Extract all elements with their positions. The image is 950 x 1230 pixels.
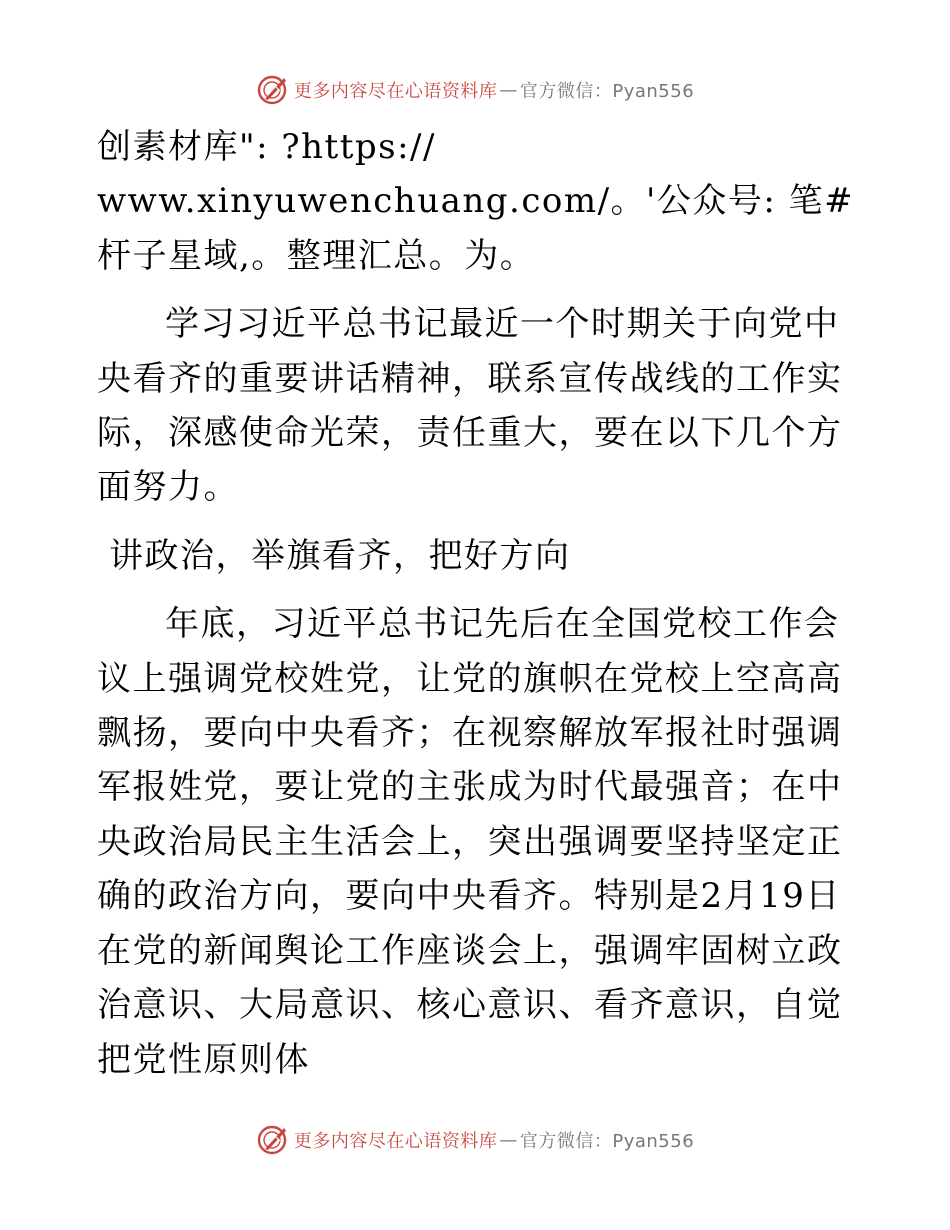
document-body bbox=[97, 120, 857, 1087]
watermark-separator: — bbox=[499, 1129, 518, 1151]
intro-text: 创素材库": ?https:// www.xinyuwenchuang.com/。'公众号: 笔#杆子星域,。整理汇总。为。 bbox=[97, 127, 855, 276]
body-paragraph-1: 学习习近平总书记最近一个时期关于向党中央看齐的重要讲话精神，联系宣传战线的工作实际，深感使命光荣，责任重大，要在以下几个方面努力。 bbox=[97, 304, 843, 508]
intro-paragraph bbox=[97, 120, 857, 283]
watermark-brand: 更多内容尽在心语资料库 bbox=[293, 81, 498, 102]
watermark-separator: — bbox=[499, 79, 518, 101]
section-heading: 讲政治，举旗看齐，把好方向 bbox=[109, 535, 571, 576]
header-watermark bbox=[0, 72, 950, 108]
watermark-brand: 更多内容尽在心语资料库 bbox=[293, 1131, 498, 1152]
footer-watermark bbox=[0, 1122, 950, 1158]
quill-seal-icon bbox=[256, 73, 290, 107]
quill-seal-icon bbox=[256, 1123, 290, 1157]
watermark-wechat: 官方微信：Pyan556 bbox=[519, 81, 695, 102]
watermark-wechat: 官方微信：Pyan556 bbox=[519, 1131, 695, 1152]
body-paragraph-2: 年底，习近平总书记先后在全国党校工作会议上强调党校姓党，让党的旗帜在党校上空高高飘扬，要向中央看齐；在视察解放军报社时强调军报姓党，要让党的主张成为时代最强音；在中央政治局民主生活会上，突出强调要坚持坚定正确的政治方向，要向中央看齐。特别是2月19日在党的新闻舆论工作座谈会上，强调牢固树立政治意识、大局意识、核心意识、看齐意识，自觉把党性原则体 bbox=[97, 604, 843, 1080]
